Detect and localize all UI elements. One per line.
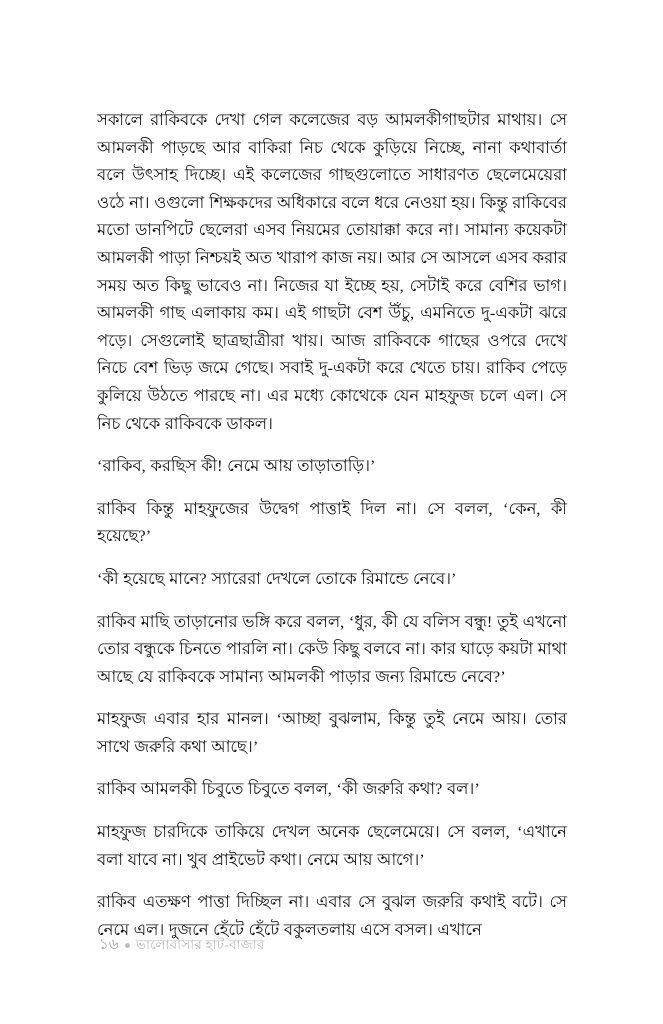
- paragraph-6: মাহফুজ এবার হার মানল। ‘আচ্ছা বুঝলাম, কিন্তু তুই নেমে আয়। তোর সাথে জরুরি কথা আছে।’: [97, 709, 567, 756]
- paragraph-7: রাকিব আমলকী চিবুতে চিবুতে বলল, ‘কী জরুরি কথা? বল।’: [97, 779, 480, 799]
- page-text-body: [97, 106, 567, 943]
- paragraph-1: সকালে রাকিবকে দেখা গেল কলেজের বড় আমলকীগাছটার মাথায়। সে আমলকী পাড়ছে আর বাকিরা নিচ থেকে কুড়িয়ে নিচ্ছে, নানা কথাবার্তা বলে উৎসাহ দিচ্ছে। এই কলেজের গাছগুলোতে সাধারণত ছেলেমেয়েরা ওঠে না। ওগুলো শিক্ষকদের অধিকারে বলে ধরে নেওয়া হয়। কিন্তু রাকিবের মতো ডানপিটে ছেলেরা এসব নিয়মের তোয়াক্কা করে না। সামান্য কয়েকটা আমলকী পাড়া নিশ্চয়ই অত খারাপ কাজ নয়। আর সে আসলে এসব করার সময় অত কিছু ভাবেও না। নিজের যা ইচ্ছে হয়, সেটাই করে বেশির ভাগ। আমলকী গাছ এলাকায় কম। এই গাছটা বেশ উঁচু, এমনিতে দু-একটা ঝরে পড়ে। সেগুলোই ছাত্রছাত্রীরা খায়। আজ রাকিবকে গাছের ওপরে দেখে নিচে বেশ ভিড় জমে গেছে। সবাই দু-একটা করে খেতে চায়। রাকিব পেড়ে কুলিয়ে উঠতে পারছে না। এর মধ্যে কোথেকে যেন মাহফুজ চলে এল। সে নিচ থেকে রাকিবকে ডাকল।: [97, 110, 567, 433]
- paragraph-5: রাকিব মাছি তাড়ানোর ভঙ্গি করে বলল, ‘ধুর, কী যে বলিস বন্ধু! তুই এখনো তোর বন্ধুকে চিনতে পারলি না। কেউ কিছু বলবে না। কার ঘাড়ে কয়টা মাথা আছে যে রাকিবকে সামান্য আমলকী পাড়ার জন্য রিমান্ডে নেবে?’: [97, 611, 567, 686]
- paragraph-9: রাকিব এতক্ষণ পাত্তা দিচ্ছিল না। এবার সে বুঝল জরুরি কথাই বটে। সে নেমে এল। দুজনে হেঁটে হেঁটে বকুলতলায় এসে বসল। এখানে: [97, 892, 567, 939]
- book-title: ভালোবাসার হাট-বাজার: [135, 937, 265, 952]
- paragraph-4: ‘কী হয়েছে মানে? স্যারেরা দেখলে তোকে রিমান্ডে নেবে।’: [97, 568, 457, 588]
- paragraph-8: মাহফুজ চারদিকে তাকিয়ে দেখল অনেক ছেলেমেয়ে। সে বলল, ‘এখানে বলা যাবে না। খুব প্রাইভেট কথা। নেমে আয় আগে।’: [97, 822, 567, 869]
- paragraph-2: ‘রাকিব, করছিস কী! নেমে আয় তাড়াতাড়ি।’: [97, 456, 376, 476]
- page-footer: [99, 936, 264, 954]
- bullet-dot-icon: [125, 943, 130, 948]
- page-number: ১৬: [99, 937, 119, 953]
- paragraph-3: রাকিব কিন্তু মাহফুজের উদ্বেগ পাত্তাই দিল না। সে বলল, ‘কেন, কী হয়েছে?’: [97, 498, 567, 546]
